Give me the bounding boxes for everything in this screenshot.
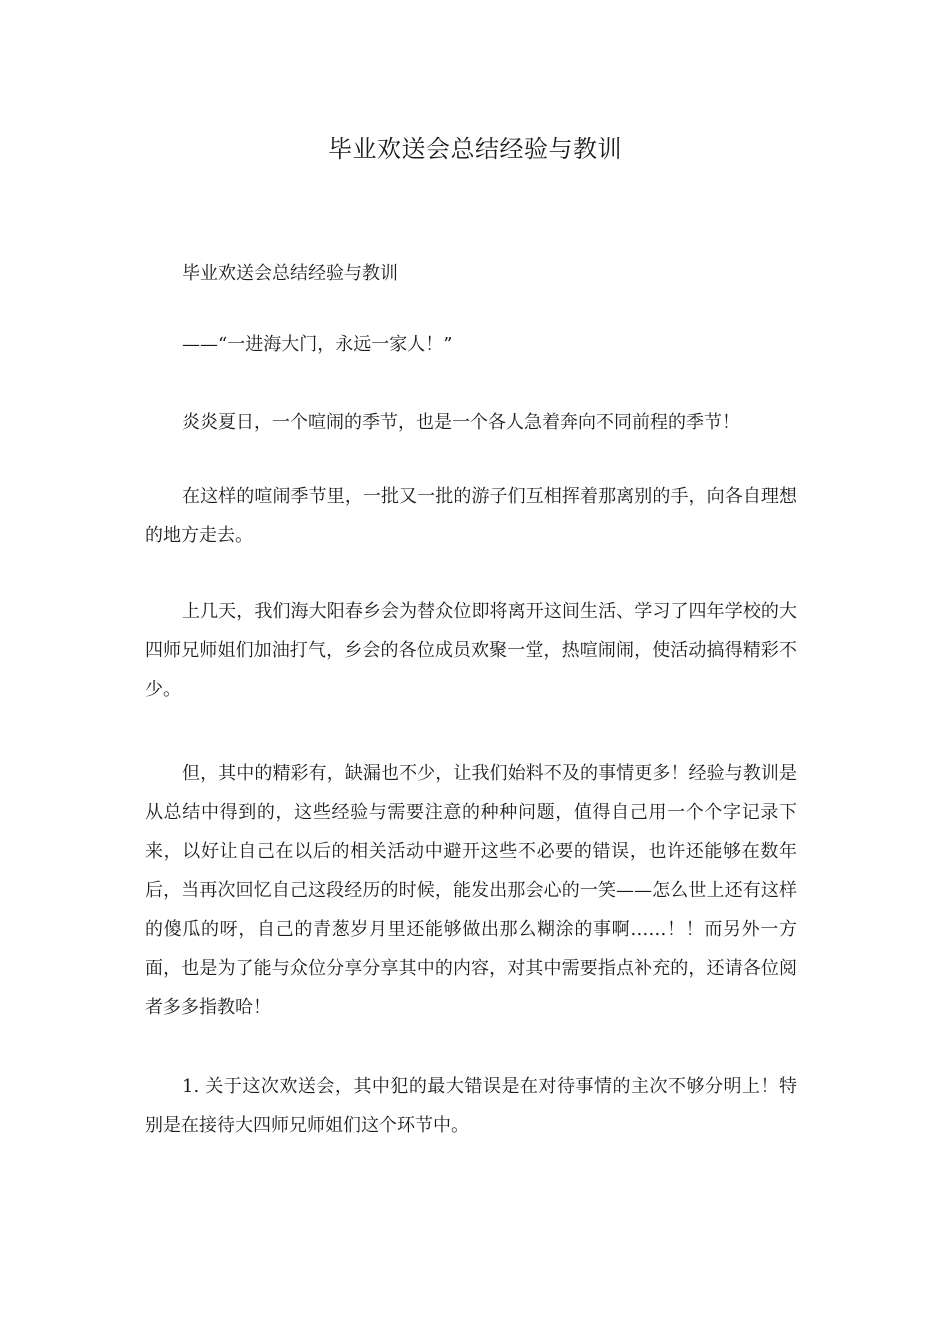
paragraph-slogan: ——“一进海大门，永远一家人！” — [182, 334, 453, 355]
paragraph: 在这样的喧闹季节里，一批又一批的游子们互相挥着那离别的手，向各自理想的地方走去。 — [145, 486, 797, 546]
paragraph: 炎炎夏日，一个喧闹的季节，也是一个各人急着奔向不同前程的季节！ — [182, 412, 740, 433]
paragraph-numbered-item: 1. 关于这次欢送会，其中犯的最大错误是在对待事情的主次不够分明上！特别是在接待大四师兄师姐们这个环节中。 — [145, 1076, 797, 1136]
paragraph-subtitle: 毕业欢送会总结经验与教训 — [182, 263, 398, 284]
paragraph: 上几天，我们海大阳春乡会为替众位即将离开这间生活、学习了四年学校的大四师兄师姐们加油打气，乡会的各位成员欢聚一堂，热喧闹闹，使活动搞得精彩不少。 — [145, 601, 797, 700]
document-title: 毕业欢送会总结经验与教训 — [328, 135, 622, 163]
paragraph: 但，其中的精彩有，缺漏也不少，让我们始料不及的事情更多！经验与教训是从总结中得到的，这些经验与需要注意的种种问题，值得自己用一个个字记录下来，以好让自己在以后的相关活动中避开这些不必要的错误，也许还能够在数年后，当再次回忆自己这段经历的时候，能发出那会心的一笑——怎么世上还有这样的傻瓜的呀，自己的青葱岁月里还能够做出那么糊涂的事啊……！！而另外一方面，也是为了能与众位分享分享其中的内容，对其中需要指点补充的，还请各位阅者多多指教哈！ — [145, 763, 797, 1018]
